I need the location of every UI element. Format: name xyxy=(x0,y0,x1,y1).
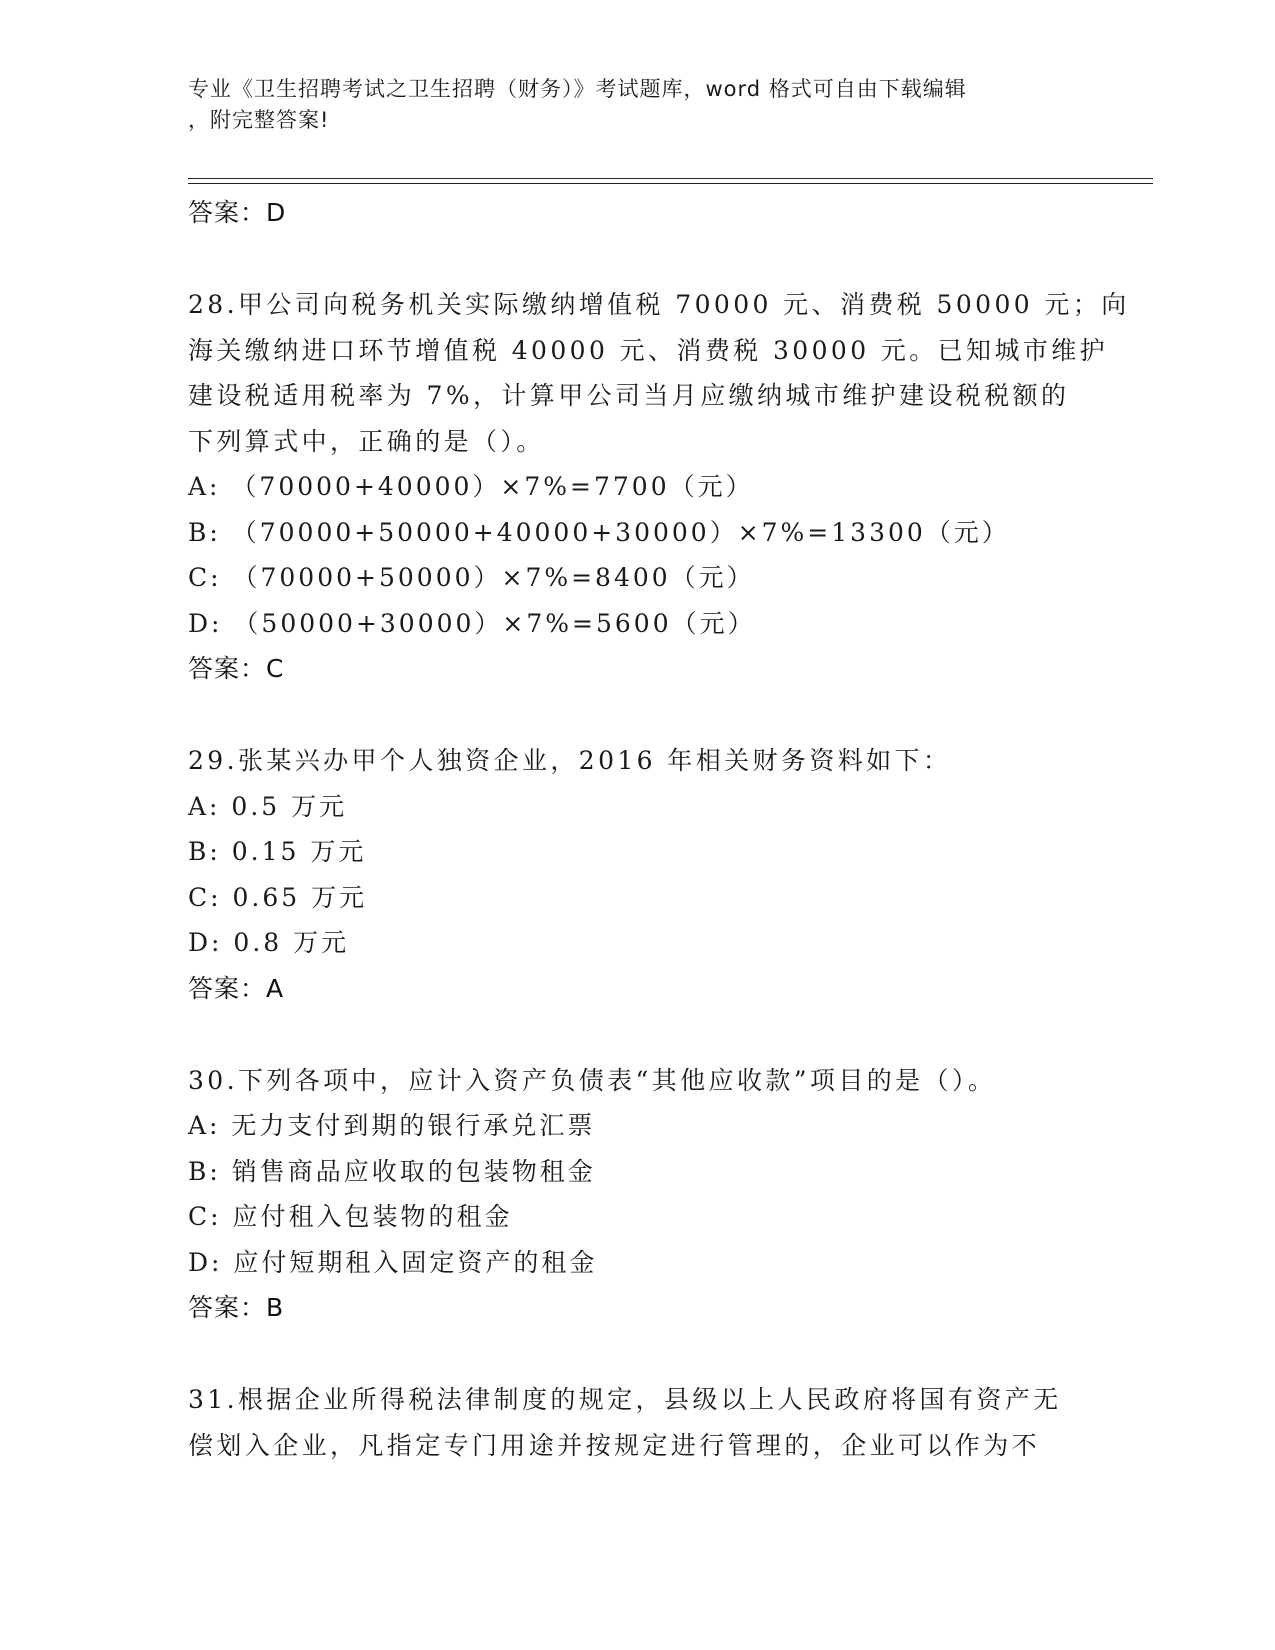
option-d: D: 应付短期租入固定资产的租金 xyxy=(188,1247,598,1277)
option-a: A: 无力支付到期的银行承兑汇票 xyxy=(188,1111,596,1140)
header-rule-top xyxy=(188,178,1153,179)
question-stem-line: 偿划入企业，凡指定专门用途并按规定进行管理的，企业可以作为不 xyxy=(188,1430,1041,1460)
page-header xyxy=(188,74,1068,136)
question-stem-line: 28.甲公司向税务机关实际缴纳增值税 70000 元、消费税 50000 元；向 xyxy=(188,290,1130,319)
option-c: C: 0.65 万元 xyxy=(188,882,368,912)
document-body xyxy=(188,190,1130,1468)
option-d: D: （50000+30000）×7%=5600（元） xyxy=(188,608,756,638)
option-b: B: 0.15 万元 xyxy=(188,837,367,866)
question-30 xyxy=(188,1058,1088,1332)
option-d: D: 0.8 万元 xyxy=(188,928,350,957)
option-b: B: （70000+50000+40000+30000）×7%=13300（元） xyxy=(188,517,1010,547)
previous-answer: 答案：D xyxy=(188,198,287,227)
question-29 xyxy=(188,738,1088,1012)
option-a: A: 0.5 万元 xyxy=(188,791,348,821)
question-28 xyxy=(188,282,1130,692)
question-stem-line: 30.下列各项中，应计入资产负债表“其他应收款”项目的是（）。 xyxy=(188,1065,997,1095)
question-stem-line: 31.根据企业所得税法律制度的规定，县级以上人民政府将国有资产无 xyxy=(188,1385,1062,1414)
question-31 xyxy=(188,1377,1088,1468)
option-c: C: 应付租入包装物的租金 xyxy=(188,1202,513,1231)
answer: 答案：C xyxy=(188,654,285,683)
question-stem-line: 下列算式中，正确的是（）。 xyxy=(188,426,545,456)
option-c: C: （70000+50000）×7%=8400（元） xyxy=(188,563,755,592)
option-a: A: （70000+40000）×7%=7700（元） xyxy=(188,472,754,501)
option-b: B: 销售商品应收取的包装物租金 xyxy=(188,1156,596,1186)
question-stem-line: 29.张某兴办甲个人独资企业，2016 年相关财务资料如下： xyxy=(188,746,952,775)
question-stem-line: 海关缴纳进口环节增值税 40000 元、消费税 30000 元。已知城市维护 xyxy=(188,335,1109,365)
answer: 答案：A xyxy=(188,973,285,1003)
question-stem-line: 建设税适用税率为 7%，计算甲公司当月应缴纳城市维护建设税税额的 xyxy=(188,381,1070,410)
header-rule-bottom xyxy=(188,183,1153,184)
header-line-1: 专业《卫生招聘考试之卫生招聘（财务）》考试题库，word 格式可自由下载编辑 xyxy=(188,77,967,101)
answer: 答案：B xyxy=(188,1293,285,1322)
header-line-2: ，附完整答案! xyxy=(188,108,330,132)
